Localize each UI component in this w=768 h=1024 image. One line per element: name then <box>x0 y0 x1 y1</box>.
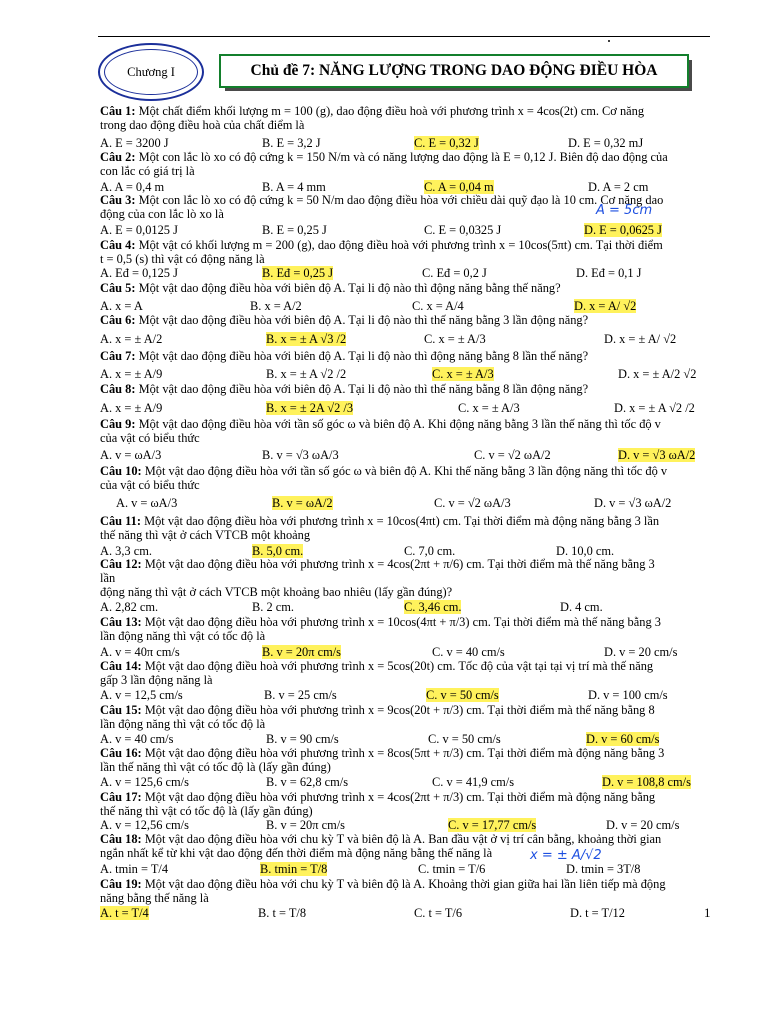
answer-option-highlighted: D. E = 0,0625 J <box>584 223 662 237</box>
question-stem-continued <box>100 431 712 445</box>
answer-option-highlighted: B. v = 20π cm/s <box>262 645 341 659</box>
answer-option-highlighted: B. v = ωA/2 <box>272 496 333 510</box>
question-text: Một vật dao động điều hòa với chu kỳ T và biên độ là A. Khoảng thời gian giữa hai lần liên tiếp mà động <box>144 877 666 891</box>
answer-option: A. v = 12,5 cm/s <box>100 688 183 702</box>
question-text: thế năng thì vật ở cách VTCB một khoảng <box>100 528 311 542</box>
question-stem <box>100 382 712 396</box>
question-text: Một vật dao động điều hòa với biên độ A. Tại li độ nào thì thế năng bằng 3 lần động năng? <box>138 313 589 327</box>
answer-option-highlighted: C. v = 17,77 cm/s <box>448 818 537 832</box>
question-text: ngắn nhất kể từ khi vật dao động đến thời điểm mà động năng bằng thế năng là <box>100 846 493 860</box>
answer-option: B. 2 cm. <box>252 600 294 614</box>
topic-title-text: Chủ đề 7: NĂNG LƯỢNG TRONG DAO ĐỘNG ĐIỀU HÒA <box>250 62 658 79</box>
question-stem <box>100 659 712 673</box>
question-number: Câu 2: <box>100 150 136 164</box>
answer-option: A. x = A <box>100 299 143 313</box>
answer-option: D. Eđ = 0,1 J <box>576 266 642 280</box>
question-number: Câu 15: <box>100 703 142 717</box>
question-text: Một vật dao động điều hòa với tần số góc ω và biên độ A. Khi động năng bằng 3 lần thế năng thì tốc độ v <box>138 417 661 431</box>
answer-option: C. x = ± A/3 <box>424 332 486 346</box>
question-text: Một vật dao động điều hòa với phương trình x = 10cos(4πt) cm. Tại thời điểm mà động năng bằng 3 lần <box>144 514 660 528</box>
question-text: lần <box>100 571 116 585</box>
answer-option: A. Eđ = 0,125 J <box>100 266 178 280</box>
answer-option-highlighted: C. x = ± A/3 <box>432 367 494 381</box>
answer-option: C. v = 40 cm/s <box>432 645 505 659</box>
question-number: Câu 8: <box>100 382 136 396</box>
answer-option-highlighted: B. x = ± A √3 /2 <box>266 332 347 346</box>
question-stem-continued <box>100 846 712 860</box>
answer-option-highlighted: B. 5,0 cm. <box>252 544 304 558</box>
question-number: Câu 3: <box>100 193 136 207</box>
answer-option: A. E = 0,0125 J <box>100 223 178 237</box>
answer-option: A. v = 40 cm/s <box>100 732 174 746</box>
answer-option-highlighted: B. x = ± 2A √2 /3 <box>266 401 354 415</box>
question-text: lần thế năng thì vật có tốc độ là (lấy gần đúng) <box>100 760 331 774</box>
question-text: Một vật dao động điều hòa với biên độ A. Tại li độ nào thì động năng bằng 8 lần thế năng? <box>138 349 589 363</box>
question-text: Một con lắc lò xo có độ cứng k = 50 N/m dao động điều hòa với chiều dài quỹ đạo là 10 cm. Cơ năng dao <box>138 193 664 207</box>
question-stem-continued <box>100 673 712 687</box>
answer-option: D. 10,0 cm. <box>556 544 615 558</box>
answer-option: A. x = ± A/9 <box>100 367 163 381</box>
answer-option: D. x = ± A/2 √2 <box>618 367 697 381</box>
answer-option: D. t = T/12 <box>570 906 625 920</box>
question-stem <box>100 615 712 629</box>
question-text: của vật có biểu thức <box>100 431 200 445</box>
answer-option-highlighted: D. v = 108,8 cm/s <box>602 775 691 789</box>
question-stem <box>100 281 712 295</box>
answer-option: C. tmin = T/6 <box>418 862 486 876</box>
answer-option: A. tmin = T/4 <box>100 862 169 876</box>
question-stem <box>100 703 712 717</box>
answer-option: D. 4 cm. <box>560 600 603 614</box>
question-text: Một vật dao động điều hòa với phương trình x = 10cos(4πt + π/3) cm. Tại thời điểm mà thế năng bằng 3 <box>144 615 661 629</box>
answer-option-highlighted: C. 3,46 cm. <box>404 600 462 614</box>
question-number: Câu 14: <box>100 659 142 673</box>
question-stem <box>100 877 712 891</box>
chapter-badge <box>98 43 204 101</box>
answer-option: C. v = √2 ωA/3 <box>434 496 511 510</box>
answer-option: C. Eđ = 0,2 J <box>422 266 487 280</box>
answer-option: D. x = ± A/ √2 <box>604 332 677 346</box>
header-rule <box>98 36 710 37</box>
question-number: Câu 5: <box>100 281 136 295</box>
answer-option: B. v = 90 cm/s <box>266 732 339 746</box>
question-stem <box>100 417 712 431</box>
page-number: 1 <box>704 905 711 920</box>
answer-option: A. A = 0,4 m <box>100 180 165 194</box>
answer-option: A. v = ωA/3 <box>100 448 162 462</box>
question-text: thế năng thì vật có tốc độ là (lấy gần đúng) <box>100 804 313 818</box>
handwritten-note-position: x = ± A/√2 <box>530 848 602 863</box>
question-number: Câu 17: <box>100 790 142 804</box>
question-text: Một vật dao động điều hòa với phương trình x = 4cos(2πt + π/6) cm. Tại thời điểm mà thế năng bằng 3 <box>144 557 655 571</box>
question-stem-continued <box>100 164 712 178</box>
question-text: trong dao động điều hoà của chất điểm là <box>100 118 305 132</box>
answer-option: C. x = ± A/3 <box>458 401 520 415</box>
question-text: lần động năng thì vật có tốc độ là <box>100 717 266 731</box>
answer-option: D. E = 0,32 mJ <box>568 136 644 150</box>
answer-option: C. v = 50 cm/s <box>428 732 501 746</box>
answer-option-highlighted: A. t = T/4 <box>100 906 149 920</box>
answer-option-highlighted: B. Eđ = 0,25 J <box>262 266 334 280</box>
answer-option-highlighted: D. x = A/ √2 <box>574 299 637 313</box>
answer-option: D. v = 20 cm/s <box>604 645 678 659</box>
handwritten-note-amplitude: A = 5cm <box>596 203 653 218</box>
question-text: năng bằng thế năng là <box>100 891 209 905</box>
answer-option-highlighted: D. v = √3 ωA/2 <box>618 448 696 462</box>
answer-option-highlighted: D. v = 60 cm/s <box>586 732 660 746</box>
answer-option: B. v = 20π cm/s <box>266 818 345 832</box>
answer-option: D. v = 100 cm/s <box>588 688 668 702</box>
question-number: Câu 19: <box>100 877 142 891</box>
answer-option-highlighted: C. v = 50 cm/s <box>426 688 499 702</box>
header-dot <box>608 40 610 42</box>
question-stem-continued <box>100 629 712 643</box>
question-text: Một vật dao động điều hòa với tần số góc ω và biên độ A. Khi thế năng bằng 3 lần động năng thì tốc độ v <box>144 464 668 478</box>
question-number: Câu 13: <box>100 615 142 629</box>
answer-option: A. 2,82 cm. <box>100 600 159 614</box>
answer-option-highlighted: C. E = 0,32 J <box>414 136 479 150</box>
answer-option: B. v = 25 cm/s <box>264 688 337 702</box>
answer-option: D. tmin = 3T/8 <box>566 862 641 876</box>
question-stem <box>100 557 712 571</box>
answer-option: A. v = ωA/3 <box>116 496 178 510</box>
answer-option: B. t = T/8 <box>258 906 307 920</box>
answer-option: A. x = ± A/9 <box>100 401 163 415</box>
question-text: động năng thì vật ở cách VTCB một khoảng bao nhiêu (lấy gần đúng)? <box>100 585 453 599</box>
question-text: Một chất điểm khối lượng m = 100 (g), dao động điều hoà với phương trình x = 4cos(2t) cm. Cơ năng <box>138 104 645 118</box>
question-stem-continued <box>100 717 712 731</box>
answer-option: A. x = ± A/2 <box>100 332 163 346</box>
question-number: Câu 6: <box>100 313 136 327</box>
answer-option: D. v = √3 ωA/2 <box>594 496 672 510</box>
answer-option: B. E = 3,2 J <box>262 136 321 150</box>
question-number: Câu 10: <box>100 464 142 478</box>
question-stem-continued <box>100 760 712 774</box>
answer-option: B. A = 4 mm <box>262 180 326 194</box>
question-stem <box>100 832 712 846</box>
question-number: Câu 12: <box>100 557 142 571</box>
question-stem-continued <box>100 252 712 266</box>
question-text: Một vật có khối lượng m = 200 (g), dao động điều hoà với phương trình x = 10cos(5πt) cm. Tại thời điểm <box>138 238 663 252</box>
answer-option: C. v = √2 ωA/2 <box>474 448 551 462</box>
question-text: Một vật dao động điều hòa với phương trình x = 8cos(5πt + π/3) cm. Tại thời điểm mà động năng bằng 3 <box>144 746 665 760</box>
question-number: Câu 7: <box>100 349 136 363</box>
answer-option-highlighted: C. A = 0,04 m <box>424 180 494 194</box>
answer-option-highlighted: B. tmin = T/8 <box>260 862 328 876</box>
question-text: Một vật dao động điều hòa với chu kỳ T và biên độ là A. Ban đầu vật ở vị trí cân bằng, khoảng thời gian <box>144 832 662 846</box>
answer-option: B. v = √3 ωA/3 <box>262 448 339 462</box>
question-stem <box>100 514 712 528</box>
question-number: Câu 1: <box>100 104 136 118</box>
question-number: Câu 11: <box>100 514 141 528</box>
question-text: Một vật dao động điều hòa với phương trình x = 4cos(2πt + π/3) cm. Tại thời điểm mà động năng bằng <box>144 790 656 804</box>
question-number: Câu 18: <box>100 832 142 846</box>
question-stem <box>100 238 712 252</box>
question-stem-continued <box>100 478 712 492</box>
chapter-label: Chương I <box>104 49 198 95</box>
question-text: của vật có biểu thức <box>100 478 200 492</box>
question-stem <box>100 464 712 478</box>
answer-option: D. v = 20 cm/s <box>606 818 680 832</box>
question-text: con lắc có giá trị là <box>100 164 195 178</box>
answer-option: C. x = A/4 <box>412 299 464 313</box>
question-text: lần động năng thì vật có tốc độ là <box>100 629 266 643</box>
question-text: Một vật dao động điều hoà với phương trình x = 5cos(20t) cm. Tốc độ của vật tại tại vị trí mà thế năng <box>144 659 654 673</box>
question-stem-continued <box>100 118 712 132</box>
question-stem-continued <box>100 891 712 905</box>
answer-option: B. x = ± A √2 /2 <box>266 367 347 381</box>
question-stem <box>100 790 712 804</box>
question-stem <box>100 349 712 363</box>
answer-option: C. E = 0,0325 J <box>424 223 502 237</box>
question-stem <box>100 746 712 760</box>
question-text: Một vật dao động điều hòa với phương trình x = 9cos(20t + π/3) cm. Tại thời điểm mà thế năng bằng 8 <box>144 703 655 717</box>
answer-option: C. 7,0 cm. <box>404 544 456 558</box>
answer-option: B. v = 62,8 cm/s <box>266 775 349 789</box>
answer-option: A. v = 125,6 cm/s <box>100 775 189 789</box>
answer-option: C. v = 41,9 cm/s <box>432 775 515 789</box>
question-stem <box>100 313 712 327</box>
question-text: động của con lắc lò xo là <box>100 207 224 221</box>
answer-option: B. x = A/2 <box>250 299 302 313</box>
question-stem <box>100 104 712 118</box>
question-text: Một vật dao động điều hòa với biên độ A. Tại li độ nào thì động năng bằng thế năng? <box>138 281 561 295</box>
answer-option: A. E = 3200 J <box>100 136 169 150</box>
question-number: Câu 4: <box>100 238 136 252</box>
question-text: Một vật dao động điều hòa với biên độ A. Tại li độ nào thì thế năng bằng 8 lần động năng? <box>138 382 589 396</box>
question-text: t = 0,5 (s) thì vật có động năng là <box>100 252 265 266</box>
question-stem-continued <box>100 528 712 542</box>
question-stem <box>100 150 712 164</box>
topic-title <box>219 54 689 88</box>
question-stem-continued <box>100 585 712 599</box>
question-number: Câu 16: <box>100 746 142 760</box>
answer-option: C. t = T/6 <box>414 906 463 920</box>
question-number: Câu 9: <box>100 417 136 431</box>
answer-option: A. v = 12,56 cm/s <box>100 818 189 832</box>
answer-option: D. A = 2 cm <box>588 180 649 194</box>
question-text: Một con lắc lò xo có độ cứng k = 150 N/m và có năng lượng dao động là E = 0,12 J. Biên độ dao động của <box>138 150 668 164</box>
question-stem-continued <box>100 804 712 818</box>
answer-option: A. 3,3 cm. <box>100 544 152 558</box>
answer-option: D. x = ± A √2 /2 <box>614 401 695 415</box>
answer-option: B. E = 0,25 J <box>262 223 327 237</box>
question-text: gấp 3 lần động năng là <box>100 673 213 687</box>
question-stem-continued <box>100 571 712 585</box>
answer-option: A. v = 40π cm/s <box>100 645 180 659</box>
